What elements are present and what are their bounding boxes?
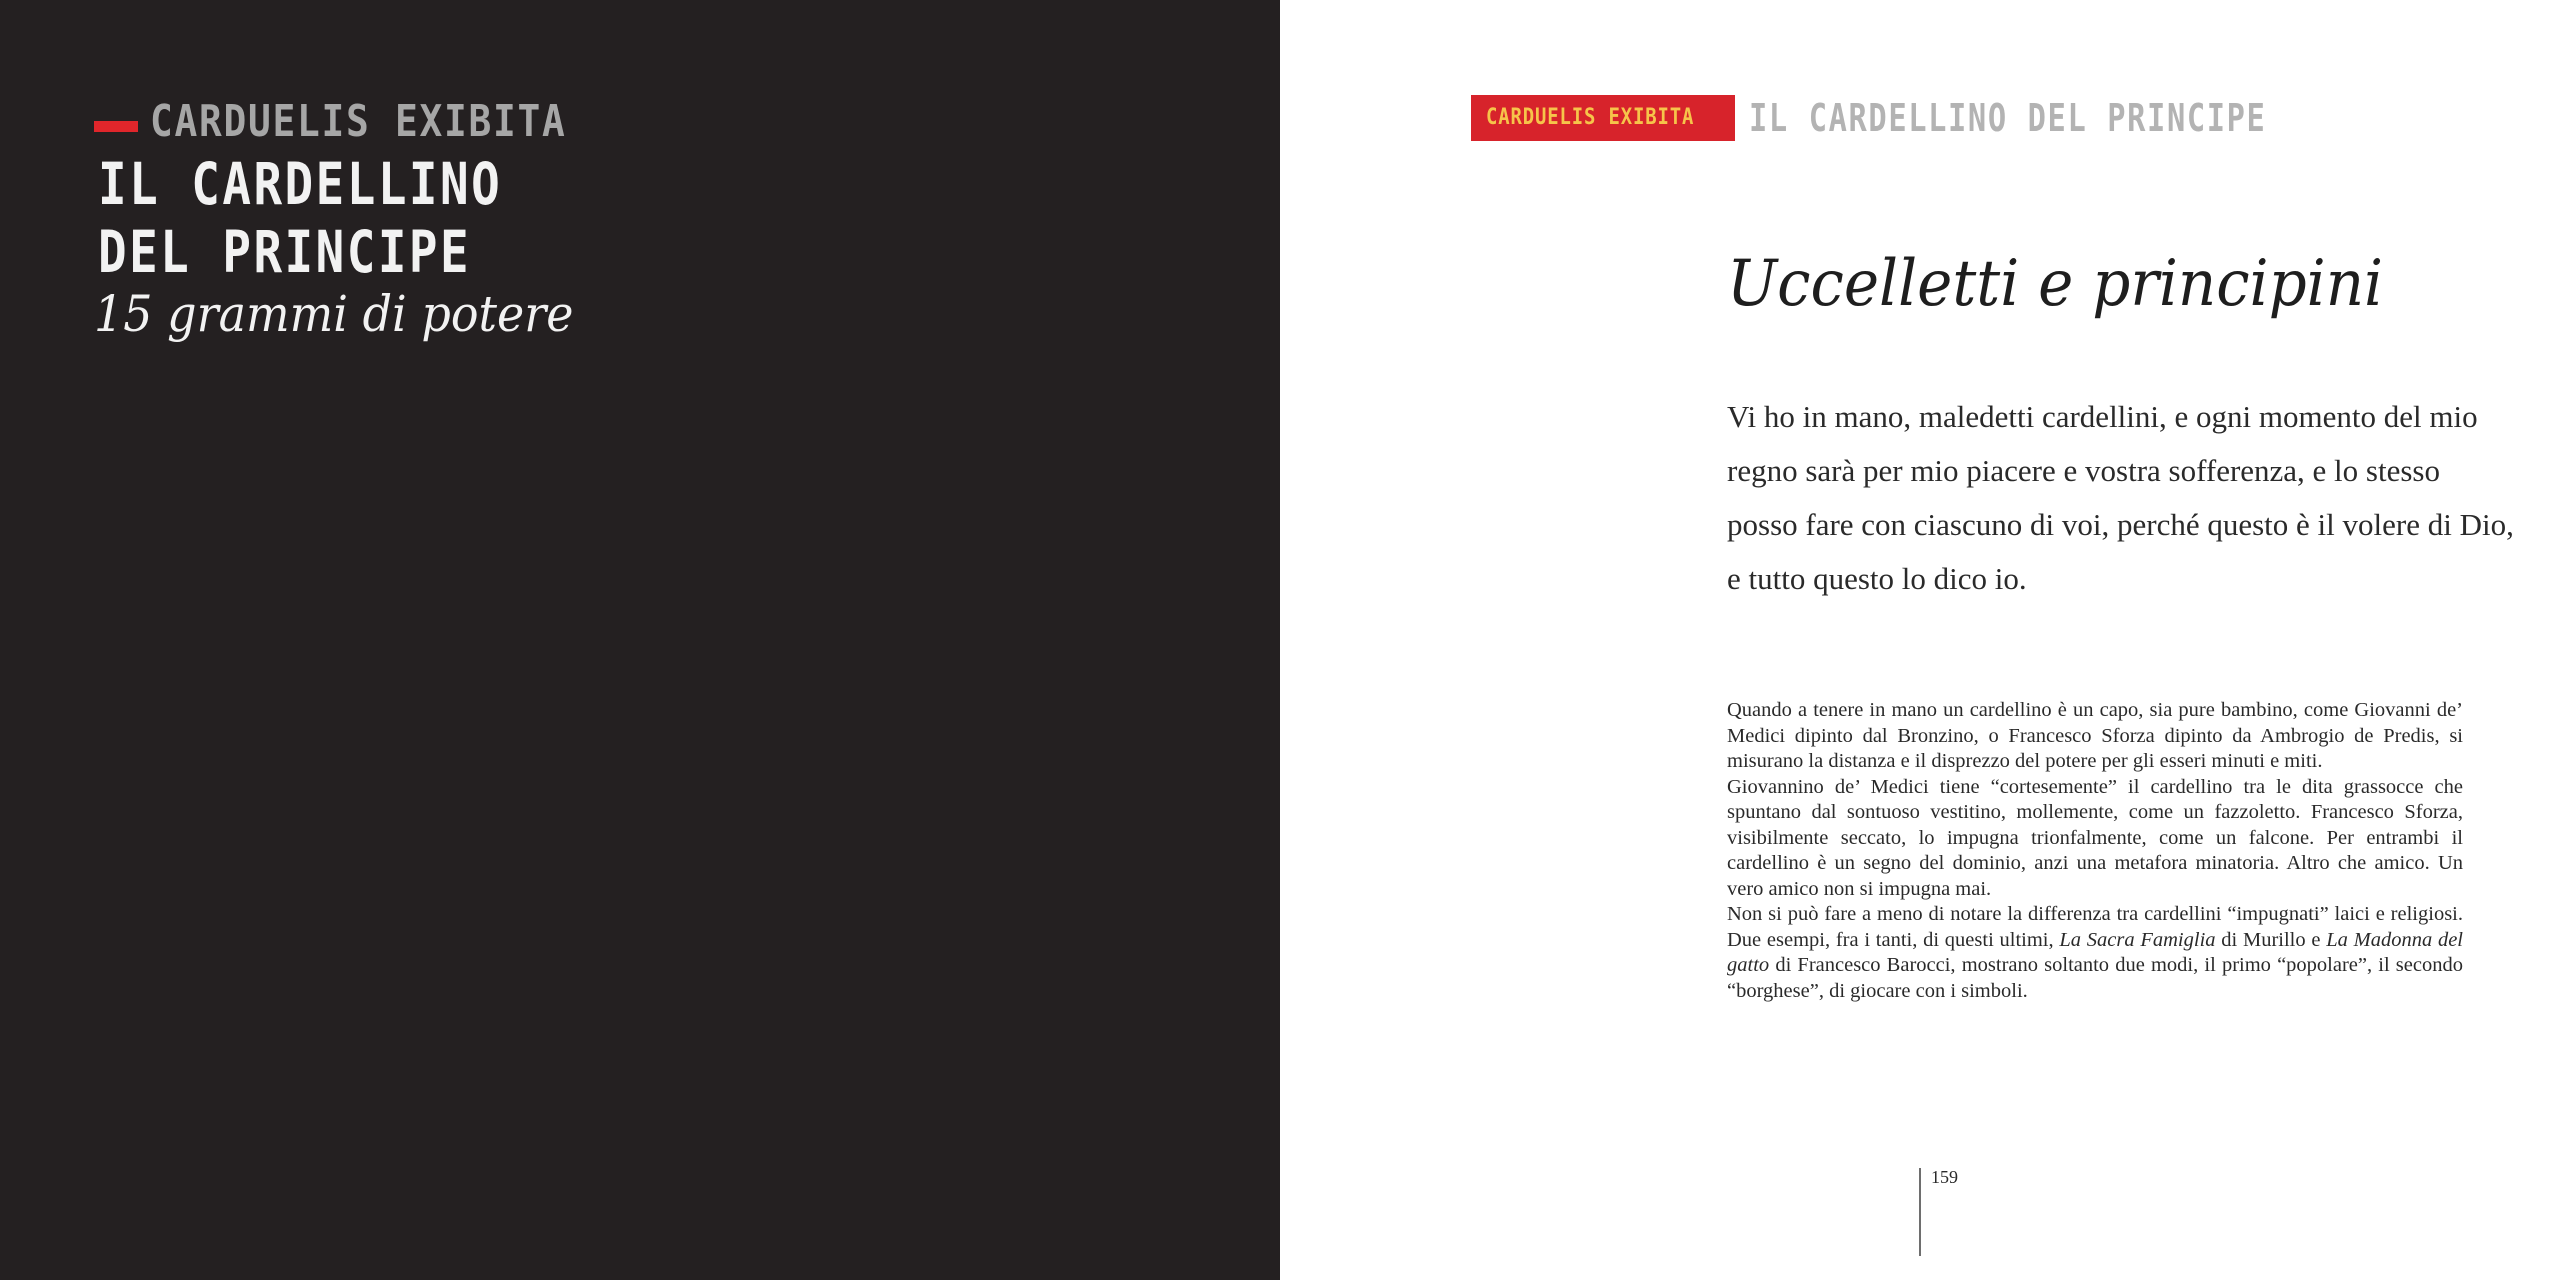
artwork-title-madonna-del-gatto: La Madonna del gatto (1727, 928, 2463, 976)
body-text (1727, 698, 2463, 1004)
header-badge-label: CARDUELIS EXIBITA (1486, 105, 1695, 130)
body-paragraph-1: Quando a tenere in mano un cardellino è un capo, sia pure bambino, come Giovanni de’ Medici dipinto dal Bronzino, o Francesco Sforza dipinto da Ambrogio de Predis, si misurano la distanza e il disprezzo del potere per gli esseri minuti e miti. (1727, 699, 2463, 772)
running-header (1471, 95, 2267, 141)
header-badge (1471, 95, 1735, 141)
folio-rule (1919, 1168, 1921, 1256)
section-kicker: CARDUELIS EXIBITA (150, 96, 567, 147)
header-series-title: IL CARDELLINO DEL PRINCIPE (1749, 96, 2267, 140)
body-paragraph-3-text-b: di Murillo e (2215, 928, 2327, 951)
section-subtitle: 15 grammi di potere (94, 285, 574, 343)
right-page (1280, 0, 2560, 1280)
kicker-row (94, 94, 694, 150)
section-title-line-1: IL CARDELLINO (98, 150, 503, 218)
chapter-title: Uccelletti e principini (1727, 247, 2384, 321)
body-paragraph-3 (1727, 902, 2463, 1004)
epigraph: Vi ho in mano, maledetti cardellini, e ogni momento del mio regno sarà per mio piacere e vostra sofferenza, e lo stesso posso fare con ciascuno di voi, perché questo è il volere di Dio, e tutto questo lo dico io. (1727, 399, 2514, 596)
red-accent-dash (94, 121, 138, 132)
body-paragraph-3-text-c: di Francesco Barocci, mostrano soltanto due modi, il primo “popolare”, il secondo “borghese”, di giocare con i simboli. (1727, 954, 2463, 1002)
body-paragraph-3-text-a: Non si può fare a meno di notare la differenza tra cardellini “impugnati” laici e religiosi. Due esempi, fra i tanti, di questi ultimi, (1727, 903, 2463, 951)
artwork-title-sacra-famiglia: La Sacra Famiglia (2059, 928, 2216, 951)
body-paragraph-2: Giovannino de’ Medici tiene “cortesemente” il cardellino tra le dita grassocce che spuntano dal sontuoso vestitino, mollemente, come un fazzoletto. Francesco Sforza, visibilmente seccato, lo impugna trionfalmente, come un falcone. Per entrambi il cardellino è un segno del dominio, anzi una metafora minatoria. Altro che amico. Un vero amico non si impugna mai. (1727, 775, 2463, 900)
section-title-line-2: DEL PRINCIPE (98, 218, 472, 286)
section-title-block (94, 94, 694, 344)
page-number: 159 (1931, 1167, 1958, 1187)
